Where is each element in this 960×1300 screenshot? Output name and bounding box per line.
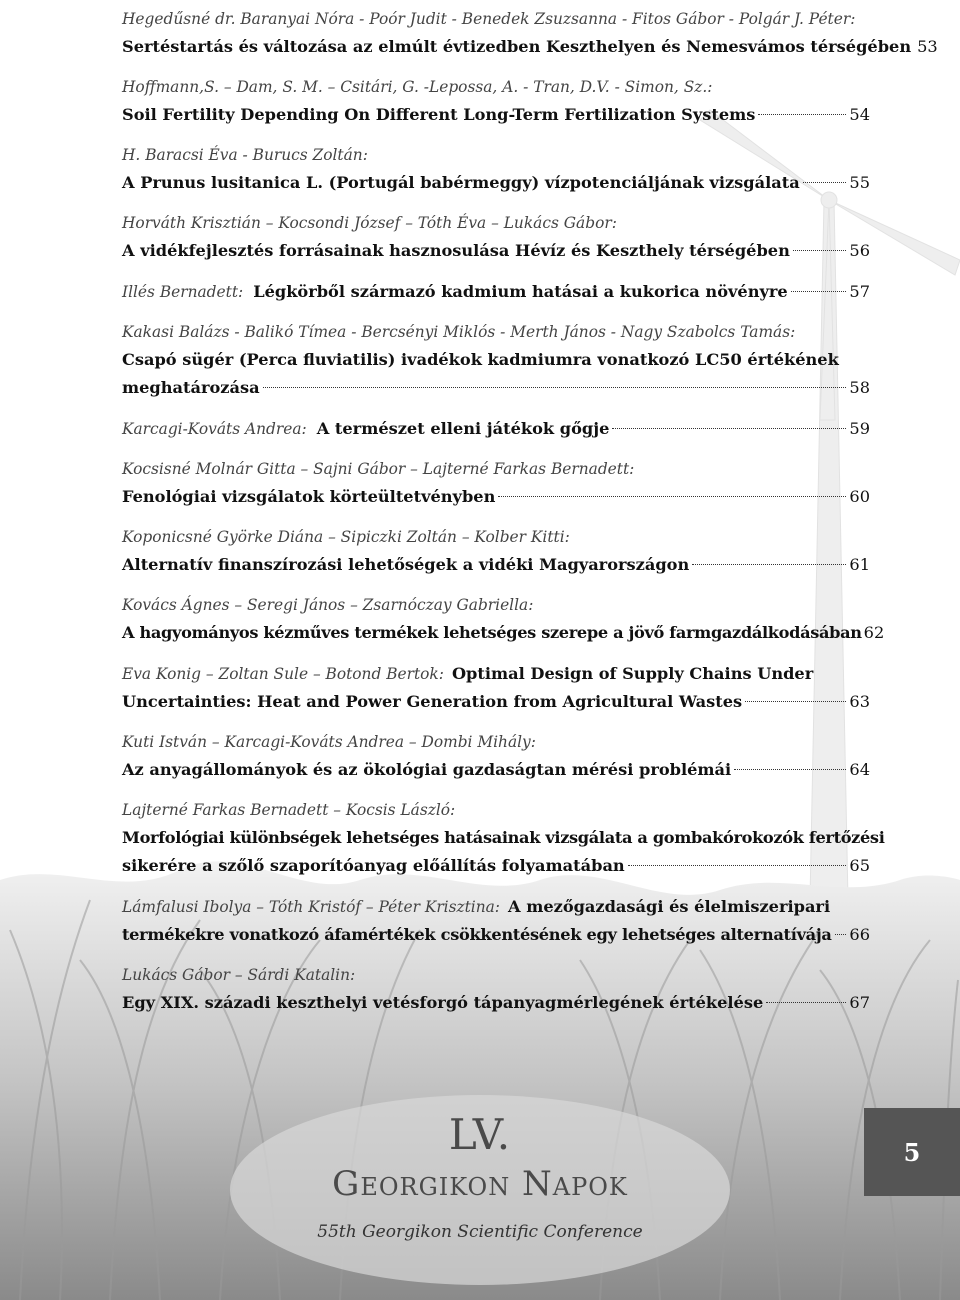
- entry-authors: Kocsisné Molnár Gitta – Sajni Gábor – Lajterné Farkas Bernadett:: [122, 460, 635, 478]
- toc-entry: [122, 592, 885, 647]
- page-number: 5: [903, 1137, 921, 1167]
- dot-leader: [263, 387, 847, 388]
- toc-entry: [122, 456, 870, 511]
- dot-leader: [766, 1002, 846, 1003]
- entry-line: [122, 551, 870, 579]
- entry-page: 62: [863, 623, 885, 642]
- toc-entry: [122, 962, 870, 1017]
- entry-title: Soil Fertility Depending On Different Long-Term Fertilization Systems: [122, 105, 756, 124]
- toc-entry: [122, 797, 885, 880]
- entry-page: 65: [849, 856, 870, 875]
- toc-entry: [122, 524, 870, 579]
- entry-line: [122, 619, 885, 647]
- entry-line: [122, 756, 870, 784]
- entry-line: [122, 893, 870, 921]
- entry-title: termékekre vonatkozó áfamértékek csökkentésének egy lehetséges alternatívája: [122, 925, 832, 944]
- entry-authors: Kakasi Balázs - Balikó Tímea - Bercsényi Miklós - Merth János - Nagy Szabolcs Tamás:: [122, 323, 796, 341]
- entry-line: [122, 989, 870, 1017]
- dot-leader: [612, 428, 846, 429]
- dot-leader: [791, 291, 847, 292]
- entry-page: 57: [849, 282, 870, 301]
- entry-title: meghatározása: [122, 378, 260, 397]
- entry-page: 56: [849, 241, 870, 260]
- entry-title-line1: Optimal Design of Supply Chains Under: [451, 664, 814, 683]
- dot-leader: [498, 496, 846, 497]
- entry-line: [122, 101, 870, 129]
- entry-title-line1: Csapó sügér (Perca fluviatilis) ivadékok kadmiumra vonatkozó LC50 értékének: [122, 350, 839, 369]
- toc-entry: [122, 142, 870, 197]
- footer-conference-name: Georgikon Napok: [332, 1164, 628, 1204]
- dot-leader: [803, 182, 847, 183]
- toc-entry: [122, 415, 870, 443]
- entry-title: Alternatív finanszírozási lehetőségek a vidéki Magyarországon: [122, 555, 690, 574]
- entry-authors: Karcagi-Kováts Andrea:: [122, 420, 307, 438]
- entry-title: A hagyományos kézműves termékek lehetséges szerepe a jövő farmgazdálkodásában: [122, 623, 862, 642]
- entry-authors: Kovács Ágnes – Seregi János – Zsarnóczay Gabriella:: [122, 596, 534, 614]
- entry-page: 66: [849, 925, 870, 944]
- entry-page: 64: [849, 760, 870, 779]
- toc-entry: [122, 319, 870, 402]
- entry-page: 59: [849, 419, 870, 438]
- entry-title: Egy XIX. századi keszthelyi vetésforgó tápanyagmérlegének értékelése: [122, 993, 764, 1012]
- entry-authors: Hoffmann,S. – Dam, S. M. – Csitári, G. -Lepossa, A. - Tran, D.V. - Simon, Sz.:: [122, 78, 713, 96]
- toc-entry: [122, 660, 870, 716]
- entry-title: Fenológiai vizsgálatok körteültetvényben: [122, 487, 496, 506]
- entry-line: [122, 374, 870, 402]
- entry-authors: Lajterné Farkas Bernadett – Kocsis László:: [122, 801, 456, 819]
- dot-leader: [758, 114, 846, 115]
- table-of-contents: [122, 6, 938, 1030]
- entry-authors: H. Baracsi Éva - Burucs Zoltán:: [122, 146, 368, 164]
- entry-authors: Eva Konig – Zoltan Sule – Botond Bertok:: [122, 665, 444, 683]
- dot-leader: [793, 250, 847, 251]
- entry-page: 58: [849, 378, 870, 397]
- dot-leader: [734, 769, 846, 770]
- entry-title-line1: A mezőgazdasági és élelmiszeripari: [508, 897, 831, 916]
- dot-leader: [628, 865, 847, 866]
- entry-title: sikerére a szőlő szaporítóanyag előállítás folyamatában: [122, 856, 625, 875]
- footer-volume: LV.: [448, 1110, 512, 1159]
- entry-line: [122, 278, 870, 306]
- entry-page: 54: [849, 105, 870, 124]
- entry-title: A természet elleni játékok gőgje: [316, 419, 610, 438]
- dot-leader: [835, 934, 847, 935]
- entry-authors: Lukács Gábor – Sárdi Katalin:: [122, 966, 356, 984]
- entry-authors: Illés Bernadett:: [122, 283, 244, 301]
- entry-authors: Lámfalusi Ibolya – Tóth Kristóf – Péter Krisztina:: [122, 898, 500, 916]
- dot-leader: [692, 564, 846, 565]
- entry-line: [122, 33, 938, 61]
- entry-line: [122, 237, 870, 265]
- toc-entry: [122, 729, 870, 784]
- footer-subtitle: 55th Georgikon Scientific Conference: [317, 1222, 643, 1242]
- entry-title: Uncertainties: Heat and Power Generation from Agricultural Wastes: [122, 692, 743, 711]
- entry-page: 53: [917, 37, 938, 56]
- entry-page: 55: [849, 173, 870, 192]
- entry-title: A vidékfejlesztés forrásainak hasznosulása Hévíz és Keszthely térségében: [122, 241, 790, 260]
- entry-authors: Horváth Krisztián – Kocsondi József – Tóth Éva – Lukács Gábor:: [122, 214, 617, 232]
- entry-title: Az anyagállományok és az ökológiai gazdaságtan mérési problémái: [122, 760, 732, 779]
- toc-entry: [122, 210, 870, 265]
- toc-entry: [122, 6, 938, 61]
- entry-authors: Kuti István – Karcagi-Kováts Andrea – Dombi Mihály:: [122, 733, 536, 751]
- entry-line: [122, 660, 870, 688]
- entry-page: 61: [849, 555, 870, 574]
- entry-page: 60: [849, 487, 870, 506]
- entry-page: 67: [849, 993, 870, 1012]
- page-number-badge: [864, 1108, 960, 1196]
- toc-entry: [122, 278, 870, 306]
- entry-line: [122, 415, 870, 443]
- entry-line: [122, 483, 870, 511]
- entry-page: 63: [849, 692, 870, 711]
- entry-title: A Prunus lusitanica L. (Portugál babérmeggy) vízpotenciáljának vizsgálata: [122, 173, 800, 192]
- entry-line: [122, 852, 870, 880]
- entry-authors: Koponicsné Györke Diána – Sipiczki Zoltán – Kolber Kitti:: [122, 528, 570, 546]
- entry-line: [122, 921, 870, 949]
- entry-title: Légkörből származó kadmium hatásai a kukorica növényre: [253, 282, 788, 301]
- entry-line: [122, 688, 870, 716]
- toc-entry: [122, 74, 870, 129]
- entry-title: Sertéstartás és változása az elmúlt évtizedben Keszthelyen és Nemesvámos térségében: [122, 37, 912, 56]
- toc-entry: [122, 893, 870, 949]
- entry-authors: Hegedűsné dr. Baranyai Nóra - Poór Judit - Benedek Zsuzsanna - Fitos Gábor - Polgár J. Péter:: [122, 10, 856, 28]
- dot-leader: [745, 701, 846, 702]
- entry-title-line1: Morfológiai különbségek lehetséges hatásainak vizsgálata a gombakórokozók fertőzési: [122, 828, 885, 847]
- entry-line: [122, 169, 870, 197]
